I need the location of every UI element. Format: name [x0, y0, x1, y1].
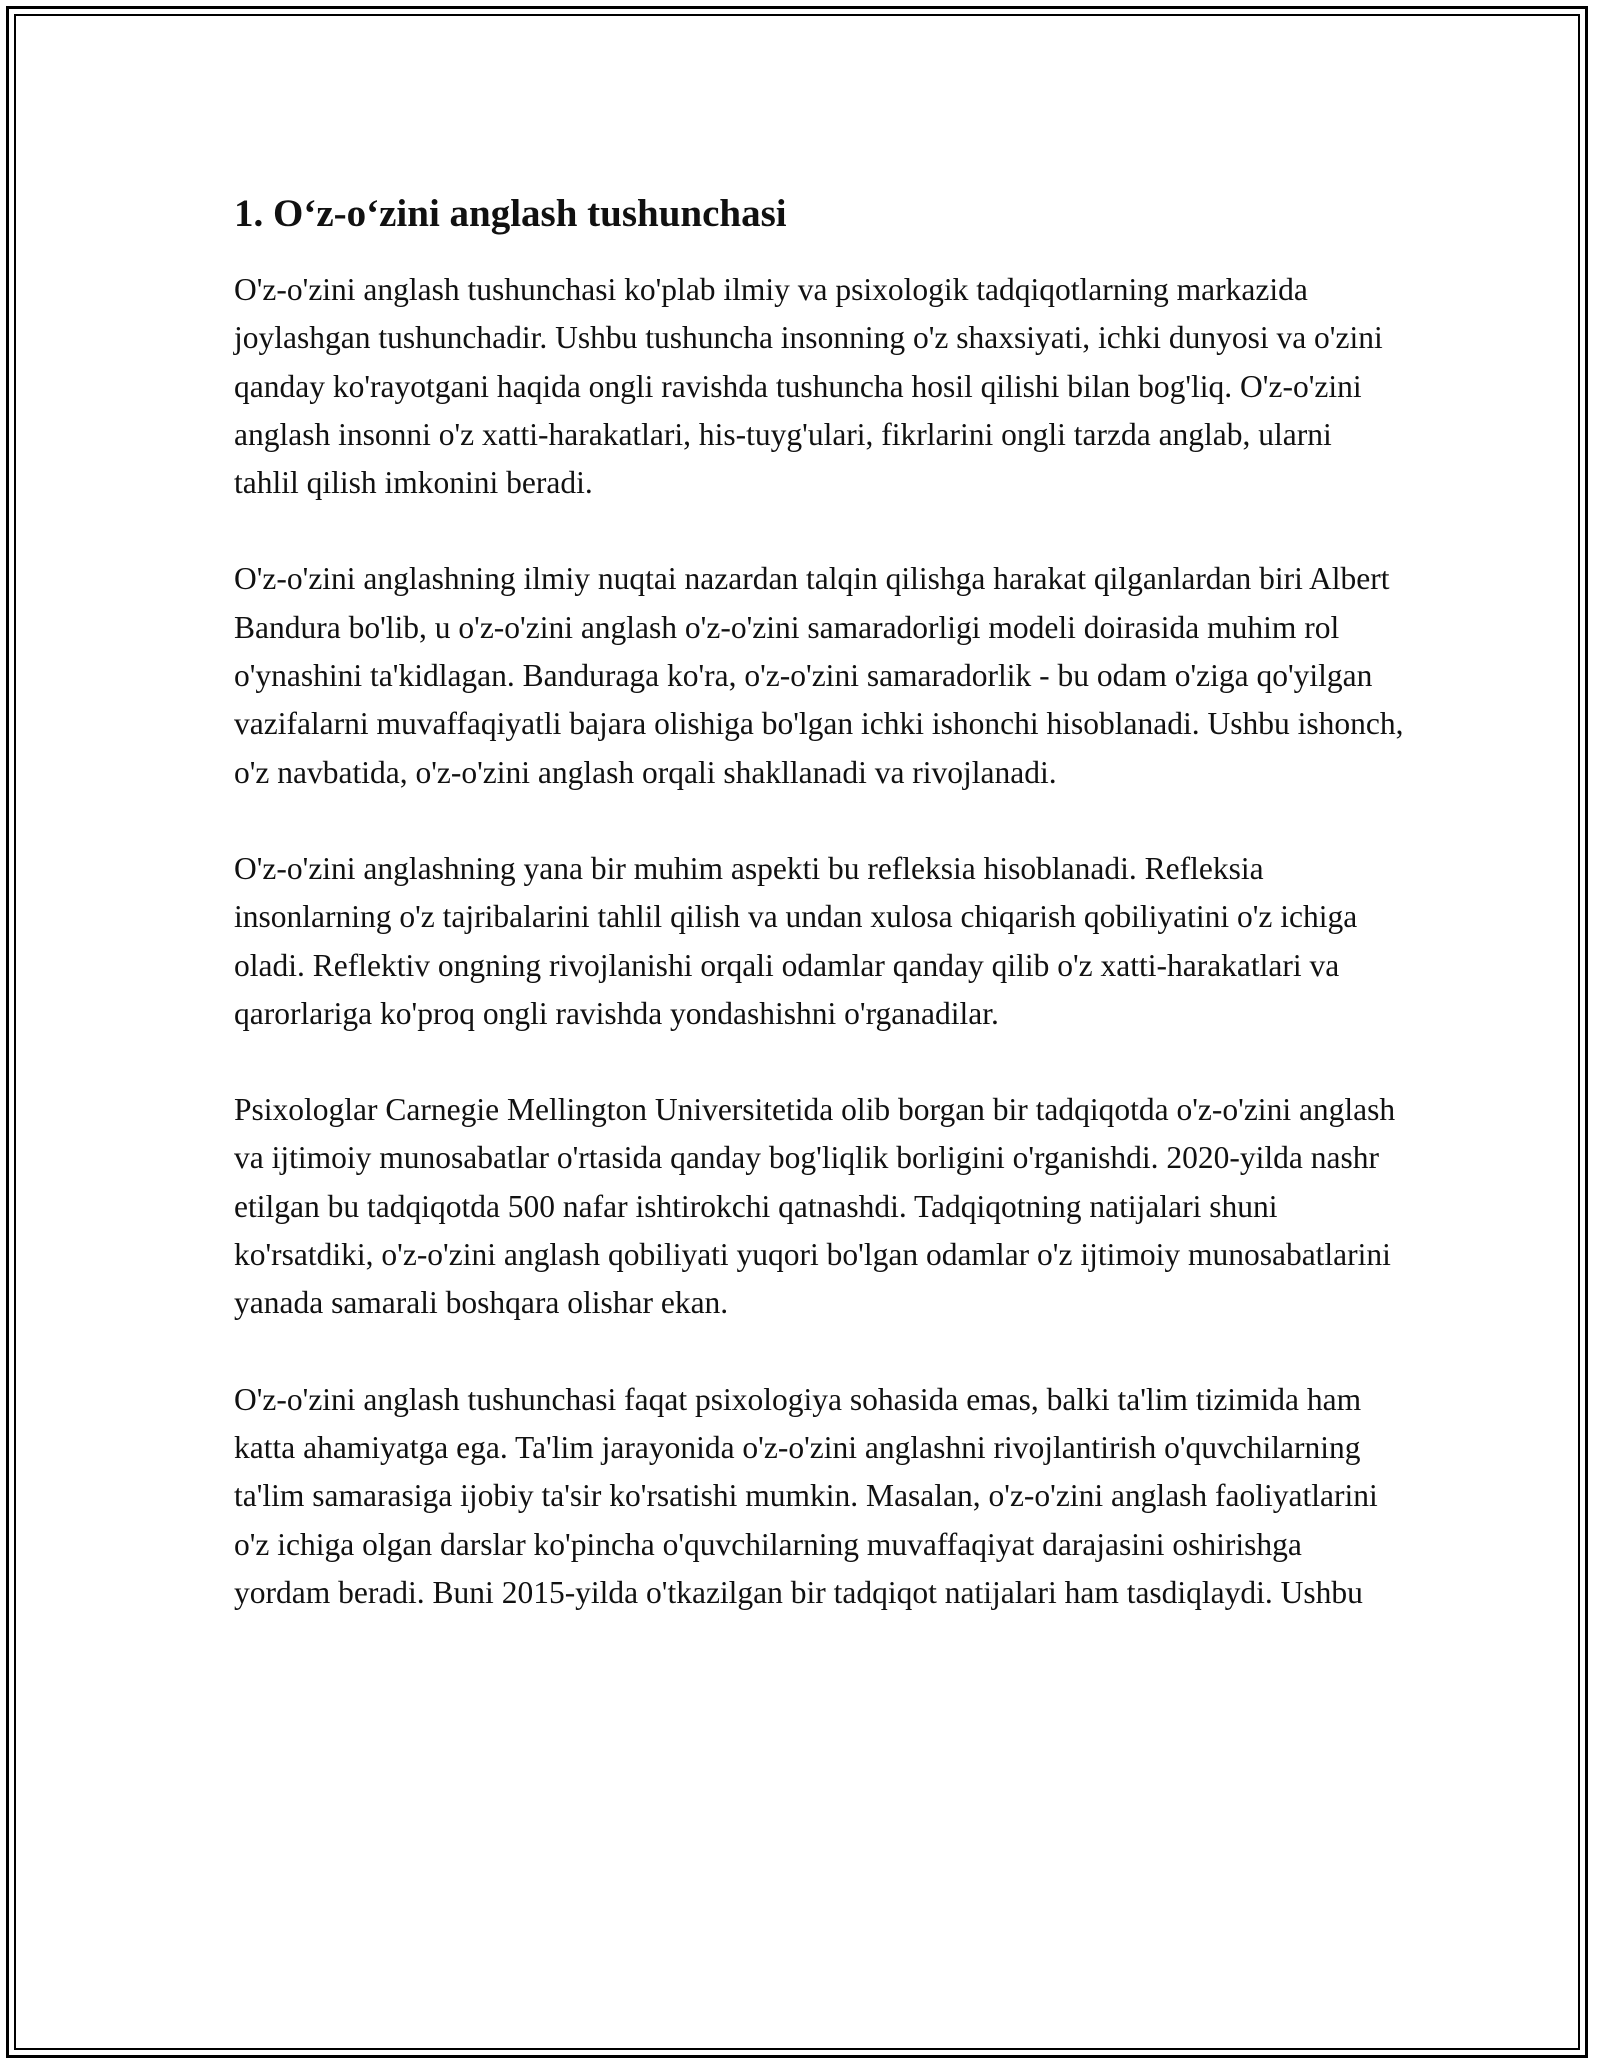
paragraph-2: O'z-o'zini anglashning ilmiy nuqtai nazardan talqin qilishga harakat qilganlardan biri Albert Bandura bo'lib, u o'z-o'zini anglash o'z-o'zini samaradorligi modeli doirasida muhim rol o'ynashini ta'kidlagan. Banduraga ko'ra, o'z-o'zini samaradorlik - bu odam o'ziga qo'yilgan vazifalarni muvaffaqiyatli bajara olishiga bo'lgan ichki ishonchi hisoblanadi. Ushbu ishonch, o'z navbatida, o'z-o'zini anglash orqali shakllanadi va rivojlanadi.: [234, 561, 1404, 790]
section-heading: 1. O‘z-o‘zini anglash tushunchasi: [234, 192, 787, 235]
paragraph-4: Psixologlar Carnegie Mellington Universitetida olib borgan bir tadqiqotda o'z-o'zini anglash va ijtimoiy munosabatlar o'rtasida qanday bog'liqlik borligini o'rganishdi. 2020-yilda nashr etilgan bu tadqiqotda 500 nafar ishtirokchi qatnashdi. Tadqiqotning natijalari shuni ko'rsatdiki, o'z-o'zini anglash qobiliyati yuqori bo'lgan odamlar o'z ijtimoiy munosabatlarini yanada samarali boshqara olishar ekan.: [234, 1092, 1396, 1321]
paragraph-1: O'z-o'zini anglash tushunchasi ko'plab ilmiy va psixologik tadqiqotlarning markazida joylashgan tushunchadir. Ushbu tushuncha insonning o'z shaxsiyati, ichki dunyosi va o'zini qanday ko'rayotgani haqida ongli ravishda tushuncha hosil qilishi bilan bog'liq. O'z-o'zini anglash insonni o'z xatti-harakatlari, his-tuyg'ulari, fikrlarini ongli tarzda anglab, ularni tahlil qilish imkonini beradi.: [234, 272, 1383, 501]
paragraph-5: O'z-o'zini anglash tushunchasi faqat psixologiya sohasida emas, balki ta'lim tizimida ham katta ahamiyatga ega. Ta'lim jarayonida o'z-o'zini anglashni rivojlantirish o'quvchilarning ta'lim samarasiga ijobiy ta'sir ko'rsatishi mumkin. Masalan, o'z-o'zini anglash faoliyatlarini o'z ichiga olgan darslar ko'pincha o'quvchilarning muvaffaqiyat darajasini oshirishga yordam beradi. Buni 2015-yilda o'tkazilgan bir tadqiqot natijalari ham tasdiqlaydi. Ushbu: [234, 1381, 1378, 1610]
paragraph-3: O'z-o'zini anglashning yana bir muhim aspekti bu refleksia hisoblanadi. Refleksia insonlarning o'z tajribalarini tahlil qilish va undan xulosa chiqarish qobiliyatini o'z ichiga oladi. Reflektiv ongning rivojlanishi orqali odamlar qanday qilib o'z xatti-harakatlari va qarorlariga ko'proq ongli ravishda yondashishni o'rganadilar.: [234, 850, 1358, 1031]
document-body: [234, 190, 1404, 1665]
